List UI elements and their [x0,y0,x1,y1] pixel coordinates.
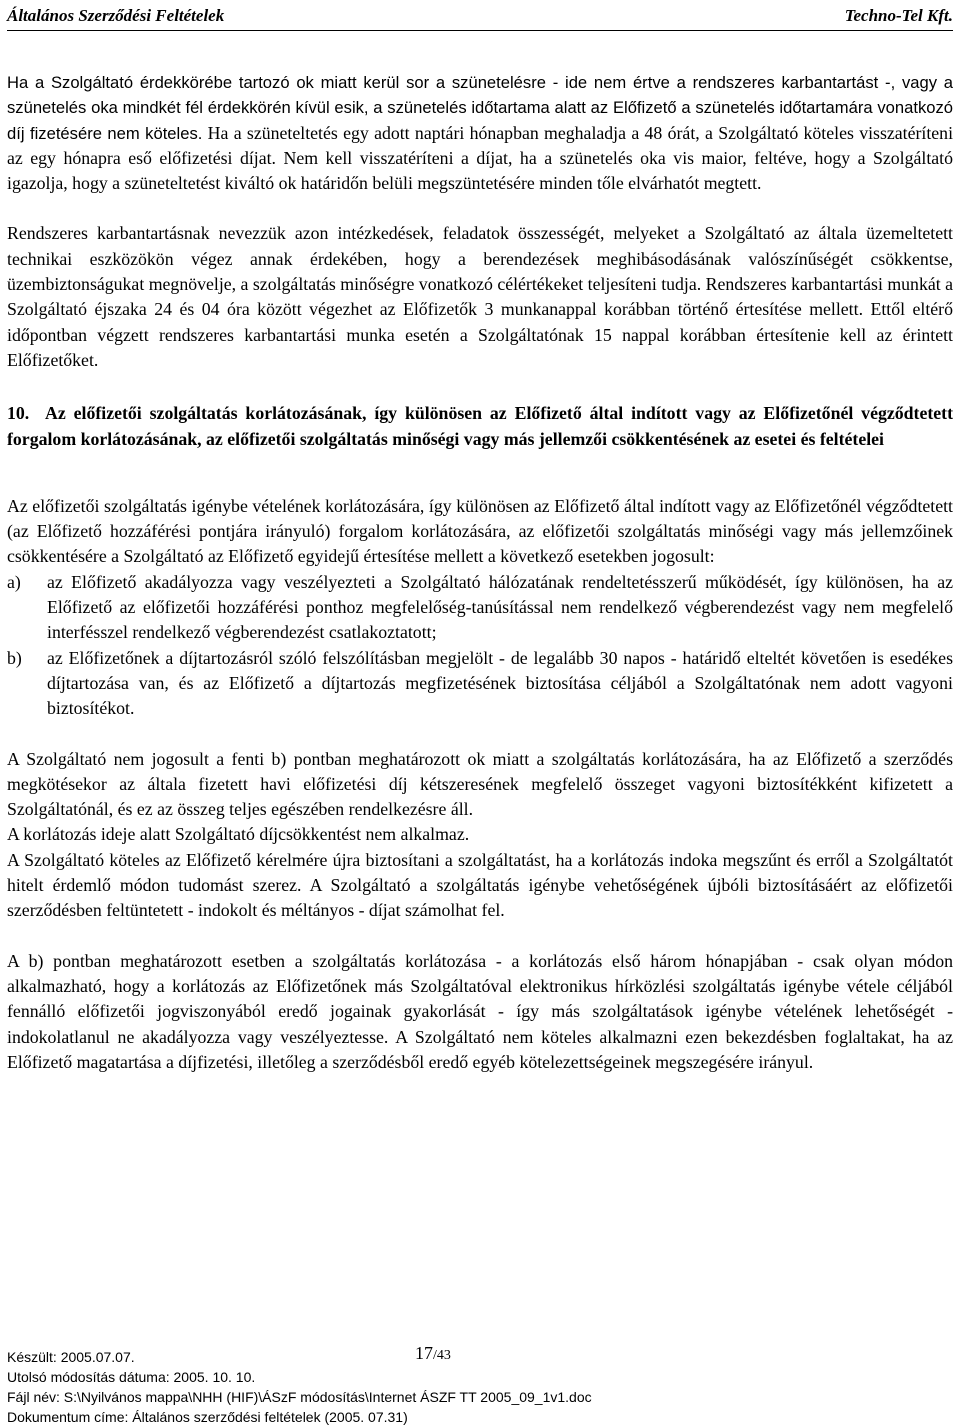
paragraph-suspension [7,70,953,196]
paragraph-restore: A Szolgáltató köteles az Előfizető kérelmére újra biztosítani a szolgáltatást, ha a korlátozás indoka megszűnt és erről a Szolgáltatót hitelt érdemlő módon tudomást szerez. A Szolgáltató a szolgáltatás igénybe vehetőségének újbóli biztosításáért az előfizetői szerződésben feltüntetett - indokolt és méltányos - díjat számolhat fel. [7,849,953,921]
list-marker-b: b) [7,647,22,668]
list-text-a: az Előfizető akadályozza vagy veszélyezteti a Szolgáltató hálózatának rendeltetésszerű működését, így különösen, ha az Előfizető az előfizetői hozzáférési ponthoz megfelelőség-tanúsítással nem rendelkező végberendezést vagy nem megfelelő interfésszel rendelkező végberendezést csatlakoztatott; [47,571,953,643]
header-company-name: Techno-Tel Kft. [844,6,953,25]
paragraph-maintenance: Rendszeres karbantartásnak nevezzük azon intézkedések, feladatok összességét, melyeket a Szolgáltató az általa üzemeltetett technikai eszközökön végez annak érdekében, hogy a berendezések meghibásodásának valószínűségét csökkentse, üzembiztonságukat megnövelje, a szolgáltatás minőségre vonatkozó célértékeket teljesíteni tudja. Rendszeres karbantartási munkát a Szolgáltató éjszaka 24 és 04 óra között végezhet az Előfizetők 3 munkanappal korábban történő értesítése mellett. Ettől eltérő időpontban végzett rendszeres karbantartási munka esetén a Szolgáltatónak 15 nappal korábban értesítenie kell az érintett Előfizetőket. [7,223,954,370]
list-marker-a: a) [7,571,21,592]
footer-modified-date: Utolsó módosítás dátuma: 2005. 10. 10. [7,1369,256,1385]
section-heading [7,401,953,452]
footer-file-name: Fájl név: S:\Nyilvános mappa\NHH (HIF)\ÁSzF módosítás\Internet ÁSZF TT 2005_09_1v1.doc [7,1389,592,1405]
section-number: 10. [7,403,30,424]
list-item-b [7,646,953,722]
document-body [7,70,953,1075]
paragraph-b-case: A b) pontban meghatározott esetben a szolgáltatás korlátozása - a korlátozás első három hónapjában - csak olyan módon alkalmazható, hogy a korlátozás az Előfizetőnek más Szolgáltatóval elektronikus hírközlési szolgáltatás igénybe vétele céljából fennálló előfizetői jogviszonyából eredő jogainak gyakorlását - így más szolgáltatások igénybe vételének lehetőségét - indokolatlanul ne akadályozza vagy veszélyeztesse. A Szolgáltató nem köteles alkalmazni ezen bekezdésben foglaltakat, ha az Előfizető magatartása a díjfizetési, illetőleg a szerződésből eredő egyéb kötelezettségeinek megszegésére irányul. [7,950,953,1072]
paragraph-suspension-serif-part: Ha a szüneteltetés egy adott naptári hónapban meghaladja a 48 órát, a Szolgáltató köteles visszatéríteni az egy hónapra eső előfizetési díjat. Nem kell visszatéríteni a díjat, ha a szünetelés oka vis maior, feltéve, hogy a Szolgáltató igazolja, hogy a szüneteltetést kiváltó ok határidőn belüli megszüntetésére minden tőle elvárhatót megtett. [7,122,954,194]
page-current: 17 [415,1343,433,1363]
footer-page-number [415,1343,451,1366]
page-total: /43 [433,1348,451,1363]
paragraph-deposit: A Szolgáltató nem jogosult a fenti b) pontban meghatározott ok miatt a szolgáltatás korlátozására, ha az Előfizető a szerződés megkötésekor az általa fizetett havi előfizetési díj kétszeresének megfelelő összeget vagyoni biztosítékként kifizetett a Szolgáltatónál, és ez az összeg teljes egészében rendelkezésre áll. [7,748,953,820]
footer-first-row [7,1343,953,1367]
page-header [7,4,953,31]
section-title: Az előfizetői szolgáltatás korlátozásának, így különösen az Előfizető által indított vagy az Előfizetőnél végződtetett forgalom korlátozásának, az előfizetői szolgáltatás minőségi vagy más jellemzői csökkentésének az esetei és feltételei [7,403,953,449]
header-document-title: Általános Szerződési Feltételek [7,6,225,25]
paragraph-suspension-sans-part: Ha a Szolgáltató érdekkörébe tartozó ok miatt kerül sor a szünetelésre - ide nem értve a rendszeres karbantartást -, vagy a szünetelés oka mindkét fél érdekkörén kívül esik, a szünetelés időtartama alatt az Előfizető a szünetelés időtartamára vonatkozó díj fizetésére nem köteles. [7,73,953,143]
footer-made-date: Készült: 2005.07.07. [7,1349,135,1365]
footer-document-title: Dokumentum címe: Általános szerződési feltételek (2005. 07.31) [7,1409,408,1425]
paragraph-restriction-intro: Az előfizetői szolgáltatás igénybe vételének korlátozására, így különösen az Előfizető által indított vagy az Előfizetőnél végződtetett (az Előfizető hozzáférési pontjára irányuló) forgalom korlátozására, az előfizetői szolgáltatás minőségi vagy más jellemzőinek csökkentésére a Szolgáltató az Előfizető egyidejű értesítése mellett a következő esetekben jogosult: [7,495,953,567]
list-text-b: az Előfizetőnek a díjtartozásról szóló felszólításban megjelölt - de legalább 30 napos - határidő elteltét követően is esedékes díjtartozása van, és az Előfizető a díjtartozás megfizetésének biztosítása céljából a Szolgáltatónak nem adott vagyoni biztosítékot. [47,647,953,719]
page-footer [7,1343,953,1427]
paragraph-no-discount: A korlátozás ideje alatt Szolgáltató díjcsökkentést nem alkalmaz. [7,824,470,845]
list-item-a [7,570,953,646]
